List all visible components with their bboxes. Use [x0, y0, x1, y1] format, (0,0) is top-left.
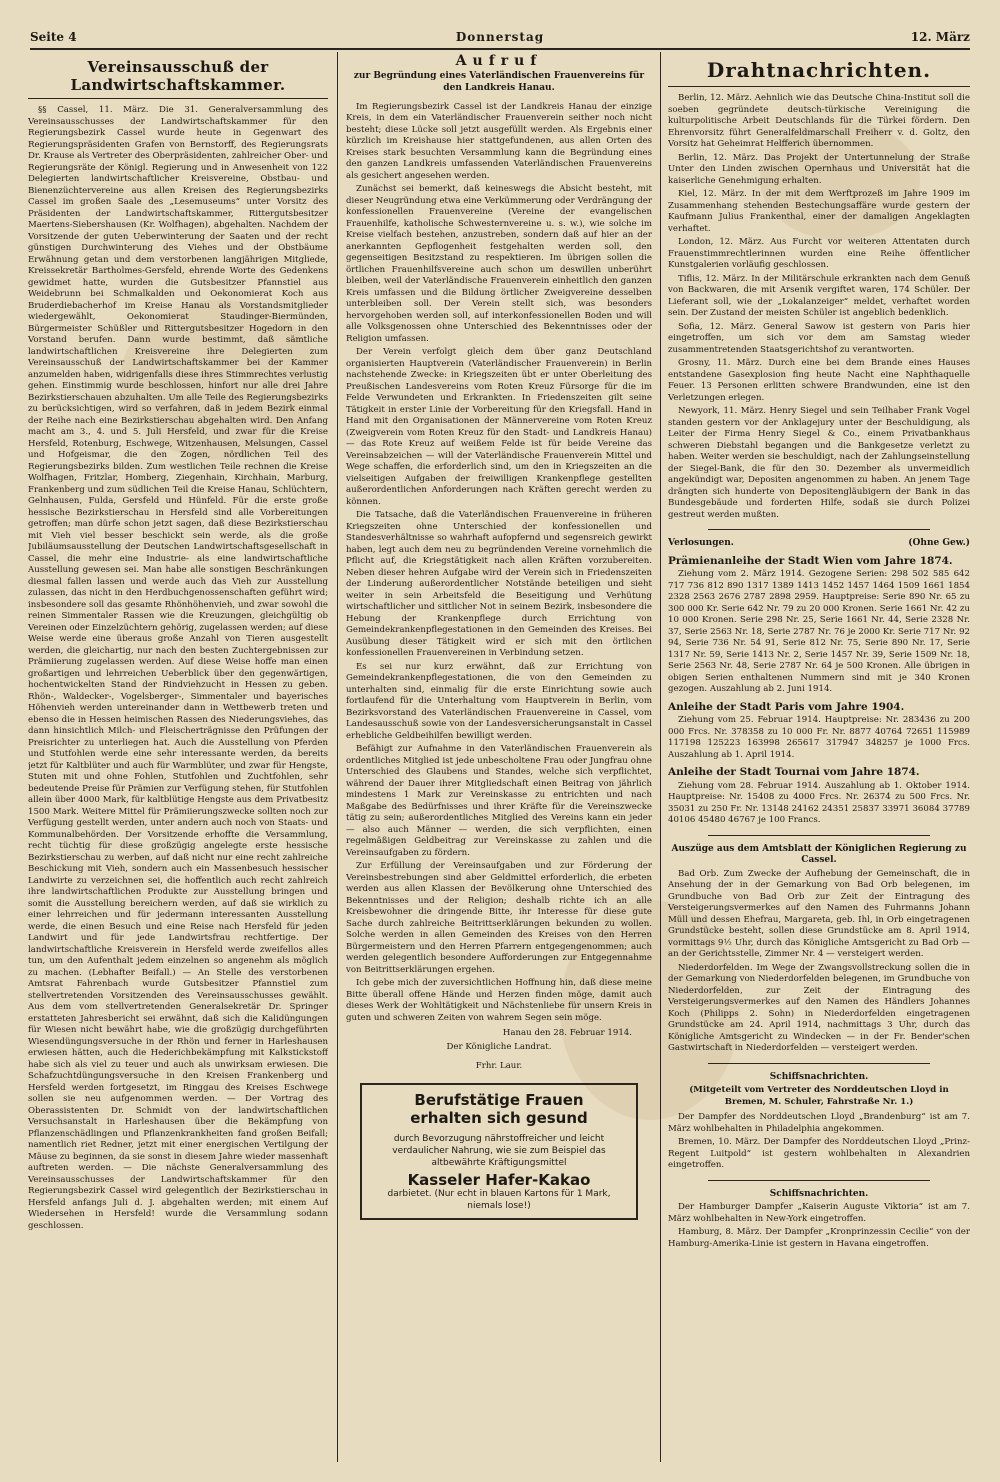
- appeal-paragraph: Zur Erfüllung der Vereinsaufgaben und zur Förderung der Vereinsbestrebungen sind aber Geldmittel erforderlich, die erbeten werden aus allen Klassen der Bevölkerung ohne Unterschied des Bekenntnisses und der Religion; deshalb richte ich an alle Kreisbewohner die dringende Bitte, ihr Interesse für diese gute Sache durch zahlreiche Beitrittserklärungen bekunden zu wollen. Solche werden in allen Gemeinden des Kreises von den Herren Bürgermeistern und den Herren Pfarrern entgegengenommen; auch werden gelegentlich besondere Aufforderungen zur Entgegennahme von Beitrittserklärungen ergehen.: [346, 861, 652, 975]
- ad-headline-1: Berufstätige Frauen: [414, 1090, 584, 1109]
- news-item: Sofia, 12. März. General Sawow ist gestern von Paris hier eingetroffen, um sich vor dem am Samstag wieder zusammentretenden Staatsgerichtshof zu verantworten.: [668, 321, 970, 355]
- weekday: Donnerstag: [455, 30, 545, 44]
- appeal-paragraph: Ich gebe mich der zuversichtlichen Hoffnung hin, daß diese meine Bitte überall offene Hände und Herzen finden möge, damit auch dieses Werk der Wohltätigkeit und Nächstenliebe für unsern Kreis in guten und schweren Zeiten von wahrem Segen sein möge.: [346, 978, 652, 1023]
- ad-brand: Kasseler Hafer-Kakao: [407, 1170, 591, 1189]
- appeal-paragraph: Der Verein verfolgt gleich dem über ganz Deutschland organisierten Hauptverein (Vaterländischer Frauenverein) in Berlin nachstehende Zwecke: in Kriegszeiten übt er unter Oberleitung des Preußischen Landesvereins vom Roten Kreuz Fürsorge für die im Felde Verwundeten und Erkrankten. In Friedenszeiten gilt seine Tätigkeit in erster Linie der Vorbereitung für den Kriegsfall. Hand in Hand mit den Organisationen der Männervereine vom Roten Kreuz (Zweigverein vom Roten Kreuz für den Stadt- und Landkreis Hanau) — das Rote Kreuz auf weißem Felde ist für beide Vereine das Vereinsabzeichen — will der Vaterländische Frauenverein Mittel und Wege schaffen, die erforderlich sind, um den in Kriegszeiten an die vielseitigen Aufgaben der freiwilligen Krankenpflege gestellten außerordentlichen Anforderungen nach Kräften gerecht werden zu können.: [346, 347, 652, 507]
- page-header: [30, 30, 970, 50]
- date: 12. März: [910, 30, 970, 44]
- appeal-date: Hanau den 28. Februar 1914.: [502, 1028, 632, 1038]
- appeal-paragraph: Es sei nur kurz erwähnt, daß zur Errichtung von Gemeindekrankenpflegestationen, die von den Gemeinden zu unterhalten sind, einmalig für die erste Einrichtung sowie auch fortlaufend für die Unterhaltung vom Hauptverein in Berlin, vom Bezirksvorstand des Vaterländischen Frauenvereine in Cassel, vom Landesausschuß sowie von der Landesversicherungsanstalt in Cassel erhebliche Geldbeihilfen bewilligt werden.: [346, 661, 652, 741]
- section-divider: [708, 1180, 930, 1181]
- lottery-text: Ziehung vom 2. März 1914. Gezogene Serien: 298 502 585 642 717 736 812 890 1317 1389 1413 1452 1457 1464 1509 1661 1854 2328 2563 2676 2787 2898 2959. Hauptpreise: Serie 890 Nr. 65 zu 300 000 Kr. Serie 642 Nr. 79 zu 20 000 Kronen. Serie 1661 Nr. 42 zu 10 000 Kronen. Serie 298 Nr. 25, Serie 1661 Nr. 44, Serie 2328 Nr. 37, Serie 2563 Nr. 18, Serie 2787 Nr. 76 je 2000 Kr. Serie 717 Nr. 92 94, Serie 736 Nr. 54 91, Serie 812 Nr. 75, Serie 890 Nr. 17, Serie 1317 Nr. 59, Serie 1413 Nr. 2, Serie 1457 Nr. 39, Serie 1509 Nr. 18, Serie 2563 Nr. 48, Serie 2787 Nr. 64 je 500 Kronen. Alle übrigen in obigen Serien enthaltenen Nummern sind mit je 340 Kronen gezogen. Auszahlung ab 2. Juni 1914.: [668, 569, 970, 694]
- ships-subtitle: (Mitgeteilt vom Vertreter des Norddeutschen Lloyd in Bremen, M. Schuler, Fahrstraße Nr. 1.): [689, 1085, 949, 1107]
- telegrams-headline: Drahtnachrichten.: [668, 58, 970, 87]
- news-item: Tiflis, 12. März. In der Militärschule erkrankten nach dem Genuß von Backwaren, die mit Arsenik vergiftet waren, 174 Schüler. Der Lieferant soll, wie der „Lokalanzeiger“ meldet, verhaftet worden sein. Der Zustand der meisten Schüler ist angeblich bedenklich.: [668, 273, 970, 318]
- article-headline: Vereinsausschuß der Landwirtschaftskammer.: [28, 58, 328, 99]
- lottery-title: Anleihe der Stadt Tournai vom Jahre 1874.: [668, 766, 920, 778]
- signature-name: Frhr. Laur.: [475, 1061, 523, 1071]
- amtsblatt-item: Niederdorfelden. Im Wege der Zwangsvollstreckung sollen die in der Gemarkung von Niederdorfelden belegenen, im Grundbuche von Niederdorfelden, zur Zeit der Eintragung des Versteigerungsvermerkes auf den Namen des Händlers Johannes Koch (Philipps 2. Sohn) in Niederdorfelden eingetragenen Grundstücke am 24. April 1914, nachmittags 3 Uhr, durch das Königliche Amtsgericht zu Windecken — in der Fr. Bender'schen Gastwirtschaft in Niederdorfelden — versteigert werden.: [668, 962, 970, 1053]
- news-item: London, 12. März. Aus Furcht vor weiteren Attentaten durch Frauenstimmrechtlerinnen wurden eine Reihe öffentlicher Kunstgalerien vorläufig geschlossen.: [668, 237, 970, 270]
- ad-small-print: darbietet. (Nur echt in blauen Kartons für 1 Mark, niemals lose!): [387, 1189, 611, 1211]
- article-paragraph: §§ Cassel, 11. März. Die 31. Generalversammlung des Vereinsausschusses der Landwirtschaftskammer für den Regierungsbezirk Cassel wurde heute in Gegenwart des Regierungspräsidenten Grafen von Bernstorff, des Regierungsrats Dr. Krause als Vertreter des Oberpräsidenten, zahlreicher Ober- und Regierungsräte der Königl. Regierung und in Anwesenheit von 122 Delegierten landwirtschaftlicher Kreisvereine, Obstbau- und Bienenzüchtervereine aus allen Kreisen des Regierungsbezirks Cassel im großen Saale des „Lesemuseums“ unter Vorsitz des Präsidenten der Landwirtschaftskammer, Rittergutsbesitzer Maertens-Siebershausen (Kr. Wolfhagen), abgehalten. Nachdem der Vorsitzende der guten Ueberwinterung der Saaten und der recht günstigen Durchwinterung des Viehes und der Obstbäume Erwähnung getan und dem verstorbenen langjährigen Mitgliede, Kreissekretär Bartholmes-Gersfeld, ehrende Worte des Gedenkens gewidmet hatte, wurden die Gutsbesitzer Pfannstiel aus Weidebrunn bei Schmalkalden und Oekonomierat Koch aus Bruderdiebacherhof im Kreise Hanau als Vorstandsmitglieder wiedergewählt, Oekonomierat Staudinger-Biermünden, Bürgermeister Schüßler und Rittergutsbesitzer Hogedorn in den Vorstand berufen. Dann wurde bestimmt, daß sämtliche landwirtschaftlichen Kreisvereine ihre Delegierten zum Vereinsausschuß der Landwirtschaftskammer bei der Kammer anzumelden haben, widrigenfalls diese ihres Stimmrechtes verlustig gehen. Einstimmig wurde beschlossen, hinfort nur alle drei Jahre Bezirkstierschauen abzuhalten. Um alle Teile des Regierungsbezirks zu berücksichtigen, wird so verfahren, daß in jedem Bezirk einmal der Reihe nach eine Bezirkstierschau abgehalten wird. Den Anfang macht am 3., 4. und 5. Juli Hersfeld, und zwar für die Kreise Hersfeld, Rotenburg, Eschwege, Witzenhausen, Melsungen, Cassel und Hofgeismar, die den Zogen, nördlichen Teil des Regierungsbezirks bilden. Zum westlichen Teile rechnen die Kreise Wolfhagen, Fritzlar, Homberg, Ziegenhain, Kirchhain, Marburg, Frankenberg und zum südlichen Teil die Kreise Hanau, Schlüchtern, Gelnhausen, Fulda, Gersfeld und Hünfeld. Für die erste große hessische Bezirkstierschau in Hersfeld sind alle Vorbereitungen getroffen; man dürfe schon jetzt sagen, daß diese Bezirkstierschau mit Vieh viel besser beschickt sein werde, als die große Jubiläumsausstellung der Deutschen Landwirtschaftsgesellschaft in Cassel, die mehr eine Industrie- als eine landwirtschaftliche Ausstellung gewesen sei. Man habe alle sonstigen Beschränkungen diesmal fallen lassen und werde auch das Vieh zur Ausstellung zulassen, das nicht in den Herdbuchgenossenschaften geführt wird; insbesondere soll das gesamte Rhönhöhenvieh, und zwar sowohl die reinen Simmentaler Rassen wie die Kreuzungen, gleichgültig ob Vereinen oder Einzelzüchtern gehörig, zugelassen werden; auf diese Weise werde eine überaus große Anzahl von Tieren ausgestellt werden, die gleichartig, nur nach den besten Zuchtergebnissen zur Prämiierung zugelassen werden. Auf diese Weise hoffe man einen großartigen und lehrreichen Ueberblick über den gegenwärtigen, hochentwickelten Stand der Rindviehzucht in Hessen zu geben. Rhön-, Waldecker-, Vogelsberger-, Simmentaler und bayerisches Höhenvieh werden untereinander dann in Wettbewerb treten und ebenso die in Hessen heimischen Rassen des Niederungsviehes, das dann hinsichtlich Milch- und Fleischerträgnisse den Prüfungen der Preisrichter zu unterliegen hat. Auch die Ausstellung von Pferden und Stutfohlen werde eine sehr interessante werden, da bereits jetzt für Kaltblüter und auch für Warmblüter, und zwar für Hengste, Stuten mit und ohne Fohlen, Stutfohlen und Zuchtfohlen, sehr bedeutende Preise für Prämien zur Verfügung stehen, für Stutfohlen allein über 4000 Mark, für kaltblütige Hengste aus dem Privatbesitz 1500 Mark. Weitere Mittel für Prämiierungszwecke sollten noch zur Verfügung gestellt werden, unter andern auch noch von Staats- und Kommunalbehörden. Der Vorsitzende erhoffte die Versammlung, recht tüchtig für diese großzügig angelegte erste hessische Bezirkstierschau zu werben, auf daß nicht nur eine recht zahlreiche Beschickung mit Vieh, sondern auch ein Massenbesuch hessischer Landwirte zu verzeichnen sei, die hoffentlich auch recht zahlreich ihre landwirtschaftlichen Produkte zur Ausstellung bringen und somit die Ausstellung bereichern werden, auf daß sie wirklich zu einer lehrreichen und für jedermann interessanten Ausstellung werde, die einen Besuch und eine Reise nach Hersfeld für jeden Landwirt und für jede Landwirtsfrau rechtfertige. Der landwirtschaftliche Kreisverein in Hersfeld werde zweifellos alles tun, um den Aufenthalt jedem einzelnen so angenehm als möglich zu machen. (Lebhafter Beifall.) — An Stelle des verstorbenen Amtsrat Fahrenbach wurde Gutsbesitzer Pfannstiel zum stellvertretenden Vorsitzenden des Vereinsausschusses gewählt. Aus dem vom stellvertretenden Generalsekretär Dr. Springer erstatteten Jahresbericht sei erwähnt, daß sich die Kalidüngungen für Wiesen nicht bewährt habe, wie die großzügig durchgeführten Wiesendüngungsversuche in der Rhön und ferner in Harleshausen erwiesen hätten, auch die Hederichbekämpfung mit Kalkstickstoff habe sich als viel zu teuer und auch als unwirksam erwiesen. Die Schafzuchtdüngungsversuche in den Kreisen Frankenberg und Hersfeld werden fortgesetzt, im Ringgau des Kreises Eschwege sollen sie neu aufgenommen werden. — Der Vortrag des Oberassistenten Dr. Schmidt von der landwirtschaftlichen Versuchsanstalt in Harleshausen über die Bekämpfung von Pflanzenschädlingen und Pflanzenkrankheiten fand großen Beifall; namentlich riet Redner, jetzt mit einer energischen Vertilgung der Mäuse zu beginnen, da sie sonst in diesem Jahre wieder massenhaft auftreten werden. — Die nächste Generalversammlung des Vereinsausschusses der Landwirtschaftskammer für den Regierungsbezirk Cassel wird gelegentlich der Bezirkstierschau in Hersfeld anfangs Juli d. J. abgehalten werden; mit einem Auf Wiedersehen in Hersfeld! wurde die Versammlung sodann geschlossen.: [28, 105, 328, 1231]
- ship-item: Hamburg, 8. März. Der Dampfer „Kronprinzessin Cecilie“ von der Hamburg-Amerika-Linie ist gestern in Havana eingetroffen.: [668, 1227, 970, 1249]
- appeal-paragraph: Zunächst sei bemerkt, daß keineswegs die Absicht besteht, mit dieser Neugründung etwa eine Verkümmerung oder Verdrängung der konfessionellen Frauenvereine (Vereine der evangelischen Frauenhilfe, katholische Schwesternvereine u. s. w.), wie solche im Kreise vielfach bestehen, anzustreben, sondern daß auf hier an der anerkannten Gepflogenheit festgehalten werden soll, den gegenseitigen Besitzstand zu respektieren. Im übrigen sollen die örtlichen Frauenhilfsvereine auch schon um deswillen unberührt bleiben, weil der Vaterländische Frauenverein einheitlich den ganzen Kreis umfassen und die Bildung örtlicher Zweigvereine desselben unterbleiben soll. Der Verein stellt sich, was besonders hervorgehoben werden soll, auf interkonfessionellen Boden und will alle Volksgenossen ohne Unterschied des Bekenntnisses oder der Religion umfassen.: [346, 184, 652, 344]
- ships2-title: Schiffsnachrichten.: [769, 1188, 869, 1199]
- lottery-text: Ziehung vom 28. Februar 1914. Auszahlung ab 1. Oktober 1914. Hauptpreise: Nr. 15408 zu 4000 Frcs. Nr. 26374 zu 500 Frcs. Nr. 35031 zu 250 Fr. Nr. 13148 24162 24351 25837 33971 36084 37789 40106 45480 46767 je 100 Francs.: [668, 780, 970, 825]
- column-right: [668, 52, 970, 1462]
- lottery-label: Verlosungen.: [668, 538, 734, 548]
- ship-item: Der Dampfer des Norddeutschen Lloyd „Brandenburg“ ist am 7. März wohlbehalten in Philadelphia angekommen.: [668, 1112, 970, 1134]
- lottery-note: (Ohne Gew.): [908, 538, 970, 548]
- lottery-title: Anleihe der Stadt Paris vom Jahre 1904.: [668, 700, 905, 713]
- lottery-text: Ziehung vom 25. Februar 1914. Hauptpreise: Nr. 283436 zu 200 000 Frcs. Nr. 378358 zu 10 000 Fr. Nr. 8877 40764 72651 115989 117198 125223 163998 265617 317947 348257 je 1000 Frcs. Auszahlung ab 1. April 1914.: [668, 715, 970, 760]
- column-rule: [337, 52, 338, 1462]
- amtsblatt-item: Bad Orb. Zum Zwecke der Aufhebung der Gemeinschaft, die in Ansehung der in der Gemarkung von Bad Orb belegenen, im Grundbuche von Bad Orb zur Zeit der Eintragung des Versteigerungsvermerkes auf den Namen des Fuhrmanns Johann Müll und dessen Ehefrau, Margareta, geb. Ihl, in Orb eingetragenen Grundstücke besteht, sollen diese Grundstücke am 8. April 1914, vormittags 9½ Uhr, durch das Königliche Amtsgericht zu Bad Orb — an der Gerichtsstelle, Zimmer Nr. 4 — versteigert werden.: [668, 868, 970, 959]
- news-item: Newyork, 11. März. Henry Siegel und sein Teilhaber Frank Vogel standen gestern vor der Anklagejury unter der Beschuldigung, als Leiter der Firma Henry Siegel & Co., einem Privatbankhaus schweren Diebstahl begangen und die Bankgesetze verletzt zu haben. Weiter werden sie beschuldigt, nach der Zahlungseinstellung der Siegel-Bank, die für den 30. Dezember als unvermeidlich angekündigt war, Depositen angenommen zu haben. An jenem Tage drängten sich hunderte von Depositengläubigern der Bank in das Bundesgebäude und forderten Hilfe, sodaß sie durch Polizei gestreut werden mußten.: [668, 406, 970, 520]
- section-divider: [708, 529, 930, 530]
- appeal-paragraph: Die Tatsache, daß die Vaterländischen Frauenvereine in früheren Kriegszeiten ohne Unterschied der konfessionellen und Standesverhältnisse so wahrhaft aufopfernd und segensreich gewirkt haben, legt auch dem neu zu begründenden Vereine vornehmlich die Pflicht auf, die Kriegstätigkeit nach allen Kräften vorzubereiten. Neben dieser hehren Aufgabe wird der Verein sich in Friedenszeiten der Linderung außerordentlicher Notstände beteiligen und sieht weiter in sein Arbeitsfeld die Beseitigung und Verhütung wirtschaftlicher und sittlicher Not in seinem Bezirk, insbesondere die Hebung der Krankenpflege durch Errichtung von Gemeindekrankenpflegestationen in den Gemeinden des Kreises. Bei Ausübung dieser Tätigkeit wird er sich mit den örtlichen konfessionellen Frauenvereinen in Verbindung setzen.: [346, 510, 652, 658]
- news-item: Kiel, 12. März. In der mit dem Werftprozeß im Jahre 1909 im Zusammenhang stehenden Bestechungsaffäre wurde gestern der Kaufmann Julius Frankenthal, einer der damaligen Angeklagten verhaftet.: [668, 189, 970, 234]
- section-divider: [708, 1063, 930, 1064]
- amtsblatt-title: Auszüge aus dem Amtsblatt der Königlichen Regierung zu Cassel.: [671, 843, 967, 865]
- section-divider: [708, 835, 930, 836]
- news-item: Berlin, 12. März. Das Projekt der Untertunnelung der Straße Unter den Linden zwischen Opernhaus und Universität hat die kaiserliche Genehmigung erhalten.: [668, 152, 970, 186]
- news-item: Berlin, 12. März. Aehnlich wie das Deutsche China-Institut soll die soeben gegründete deutsch-türkische Vereinigung die kulturpolitische Arbeit Deutschlands für die Türkei fördern. Den Ehrenvorsitz führt Generalfeldmarschall Freiherr v. d. Goltz, den Vorsitz hat Geheimrat Helfferich übernommen.: [668, 93, 970, 149]
- appeal-paragraph: Im Regierungsbezirk Cassel ist der Landkreis Hanau der einzige Kreis, in dem ein Vaterländischer Frauenverein seither noch nicht besteht; diese Lücke soll jetzt ausgefüllt werden. Als Ergebnis einer kürzlich im Kreishause hier stattgefundenen, aus allen Orten des Kreises stark besuchten Versammlung kann die Begründung eines den ganzen Landkreis umfassenden Vaterländischen Frauenvereins als gesichert angesehen werden.: [346, 101, 652, 181]
- ships-title: Schiffsnachrichten.: [769, 1071, 869, 1082]
- column-rule: [660, 52, 661, 1462]
- column-left: [28, 52, 328, 1462]
- ad-headline-2: erhalten sich gesund: [410, 1108, 588, 1127]
- ship-item: Bremen, 10. März. Der Dampfer des Norddeutschen Lloyd „Prinz-Regent Luitpold“ ist gestern wohlbehalten in Alexandrien eingetroffen.: [668, 1137, 970, 1170]
- page-number: Seite 4: [30, 30, 77, 44]
- signature-office: Der Königliche Landrat.: [446, 1041, 552, 1052]
- column-middle: [346, 52, 652, 1462]
- advertisement: [360, 1083, 638, 1221]
- ship-item: Der Hamburger Dampfer „Kaiserin Auguste Viktoria“ ist am 7. März wohlbehalten in New-York eingetroffen.: [668, 1202, 970, 1224]
- ad-body: durch Bevorzugung nährstoffreicher und leicht verdaulicher Nahrung, wie sie zum Beispiel das altbewährte Kräftigungsmittel: [392, 1133, 606, 1168]
- lottery-title: Prämienanleihe der Stadt Wien vom Jahre 1874.: [668, 554, 953, 567]
- news-item: Grosny, 11. März. Durch eine bei dem Brande eines Hauses entstandene Gasexplosion fing heute Nacht eine Naphthaquelle Feuer. 13 Personen erlitten schwere Brandwunden, eine ist den Verletzungen erlegen.: [668, 358, 970, 403]
- lottery-header: [668, 538, 970, 550]
- appeal-subtitle: zur Begründung eines Vaterländischen Frauenvereins für den Landkreis Hanau.: [353, 70, 645, 93]
- appeal-title: Aufruf: [455, 53, 543, 69]
- appeal-paragraph: Befähigt zur Aufnahme in den Vaterländischen Frauenverein als ordentliches Mitglied ist jede unbescholtene Frau oder Jungfrau ohne Unterschied des Glaubens und Standes, welche sich verpflichtet, während der Dauer ihrer Mitgliedschaft einen Beitrag von jährlich mindestens 1 Mark zur Vereinskasse zu entrichten und nach Maßgabe des Bedürfnisses und ihrer Kräfte für die Vereinszwecke tätig zu sein; außerordentliches Mitglied des Vereins kann ein jeder — also auch Männer — werden, die sich verpflichten, einen regelmäßigen Geldbeitrag zur Vereinskasse zu zahlen und die Vereinsaufgaben zu fördern.: [346, 744, 652, 858]
